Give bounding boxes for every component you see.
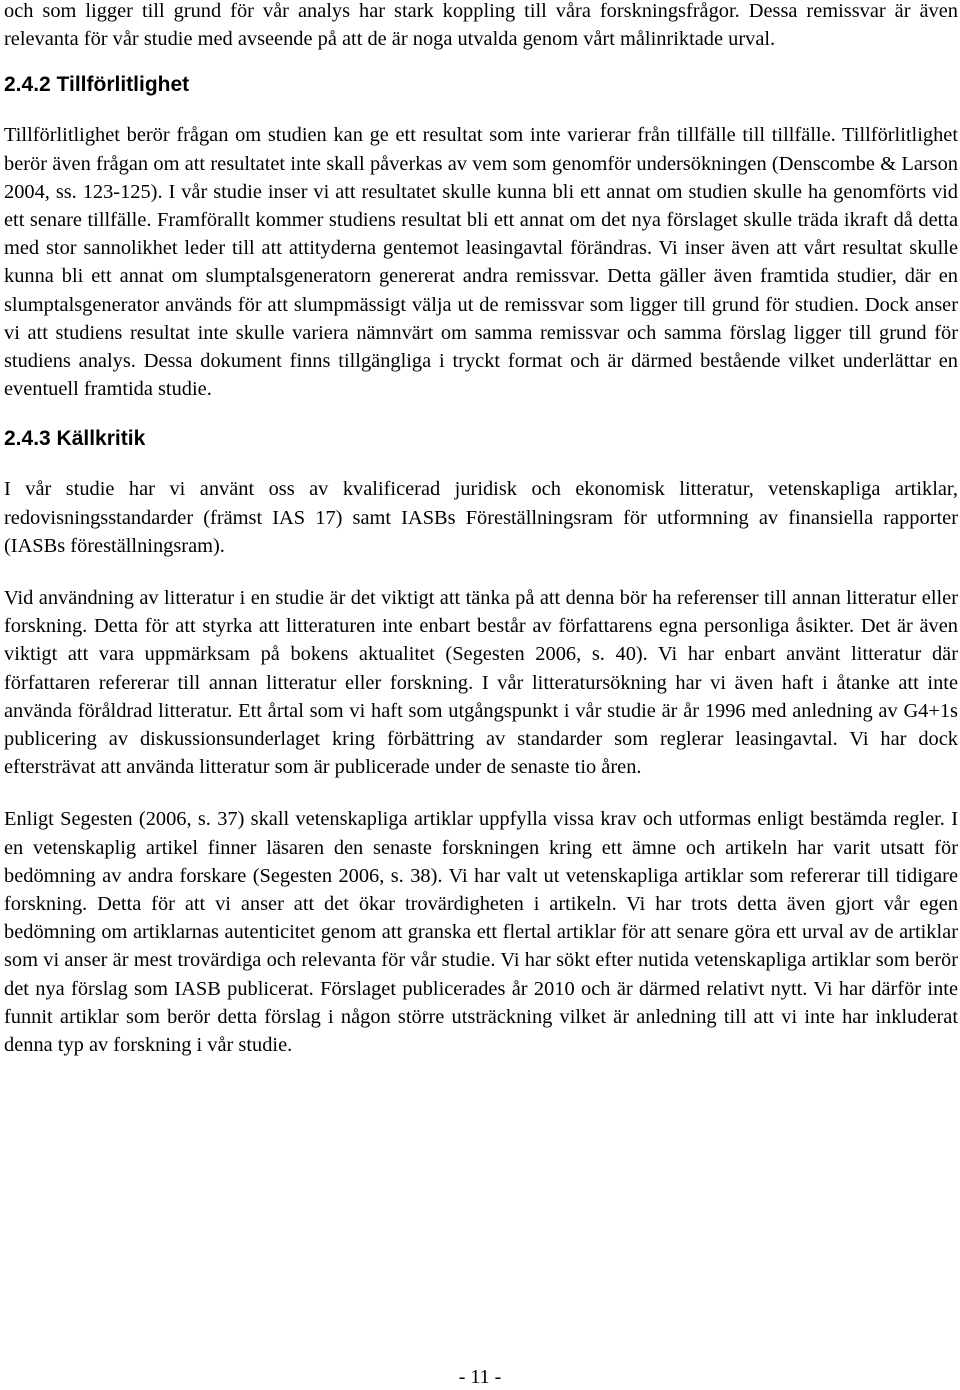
- paragraph-kallkritik-2: Vid användning av litteratur i en studie är det viktigt att tänka på att denna bör ha referenser till annan litteratur eller forskning. Detta för att styrka att litteraturen inte enbart består av författarens egna personliga åsikter. Det är även viktigt att vara uppmärksam på bokens aktualitet (Segesten 2006, s. 40). Vi har enbart använt litteratur där författaren refererar till annan litteratur eller forskning. I vår litteratursökning har vi även haft i åtanke att inte använda föråldrad litteratur. Ett årtal som vi haft som utgångspunkt i vår studie är år 1996 med anledning av G4+1s publicering av diskussionsunderlaget kring förbättring av standarder som reglerar leasingavtal. Vi har dock eftersträvat att använda litteratur som är publicerade under de senaste tio åren.: [4, 587, 958, 779]
- section-heading-tillforlitlighet: 2.4.2 Tillförlitlighet: [4, 73, 190, 97]
- paragraph-kallkritik-1: I vår studie har vi använt oss av kvalificerad juridisk och ekonomisk litteratur, vetenskapliga artiklar, redovisningsstandarder (främst IAS 17) samt IASBs Föreställningsram för utformning av finansiella rapporter (IASBs föreställningsram).: [4, 478, 958, 557]
- section-heading-kallkritik: 2.4.3 Källkritik: [4, 427, 146, 451]
- document-page: [4, 0, 958, 1059]
- paragraph-kallkritik-3: Enligt Segesten (2006, s. 37) skall vetenskapliga artiklar uppfylla vissa krav och utformas enligt bestämda regler. I en vetenskaplig artikel finner läsaren den senaste forskningen kring ett ämne och artikeln har varit utsatt för bedömning av andra forskare (Segesten 2006, s. 38). Vi har valt ut vetenskapliga artiklar som refererar till tidigare forskning. Detta för att vi anser att det ökar trovärdigheten i artikeln. Vi har trots detta även gjort vår egen bedömning om artiklarnas autenticitet genom att granska ett flertal artiklar för att senare göra ett urval av de artiklar som vi anser är mest trovärdiga och relevanta för vår studie. Vi har sökt efter nutida vetenskapliga artiklar som berör det nya förslag som IASB publicerat. Förslaget publicerades år 2010 och är därmed relativt nytt. Vi har därför inte funnit artiklar som berör detta förslag i någon större utsträckning vilket är anledning till att vi inte har inkluderat denna typ av forskning i vår studie.: [4, 808, 958, 1057]
- intro-paragraph: och som ligger till grund för vår analys har stark koppling till våra forskningsfrågor. Dessa remissvar är även relevanta för vår studie med avseende på att de är noga utvalda genom vårt målinriktade urval.: [4, 0, 958, 51]
- paragraph-tillforlitlighet: Tillförlitlighet berör frågan om studien kan ge ett resultat som inte varierar från tillfälle till tillfälle. Tillförlitlighet berör även frågan om att resultatet inte skall påverkas av vem som genomför undersökningen (Denscombe & Larson 2004, ss. 123-125). I vår studie inser vi att resultatet skulle kunna bli ett annat om studien skulle ha genomförts vid ett senare tillfälle. Framförallt kommer studiens resultat bli ett annat om det nya förslaget skulle träda ikraft då detta med stor sannolikhet leder till att attityderna gentemot leasingavtal förändras. Vi inser även att vårt resultat skulle kunna bli ett annat om slumptalsgeneratorn genererat andra remissvar. Detta gäller även framtida studier, där en slumptalsgenerator används för att slumpmässigt välja ut de remissvar som ligger till grund för studien. Dock anser vi att studiens resultat inte skulle variera nämnvärt om samma remissvar och samma förslag ligger till grund för studiens analys. Dessa dokument finns tillgängliga i tryckt format och är därmed bestående vilket underlättar en eventuell framtida studie.: [4, 124, 958, 401]
- page-number: - 11 -: [458, 1366, 502, 1388]
